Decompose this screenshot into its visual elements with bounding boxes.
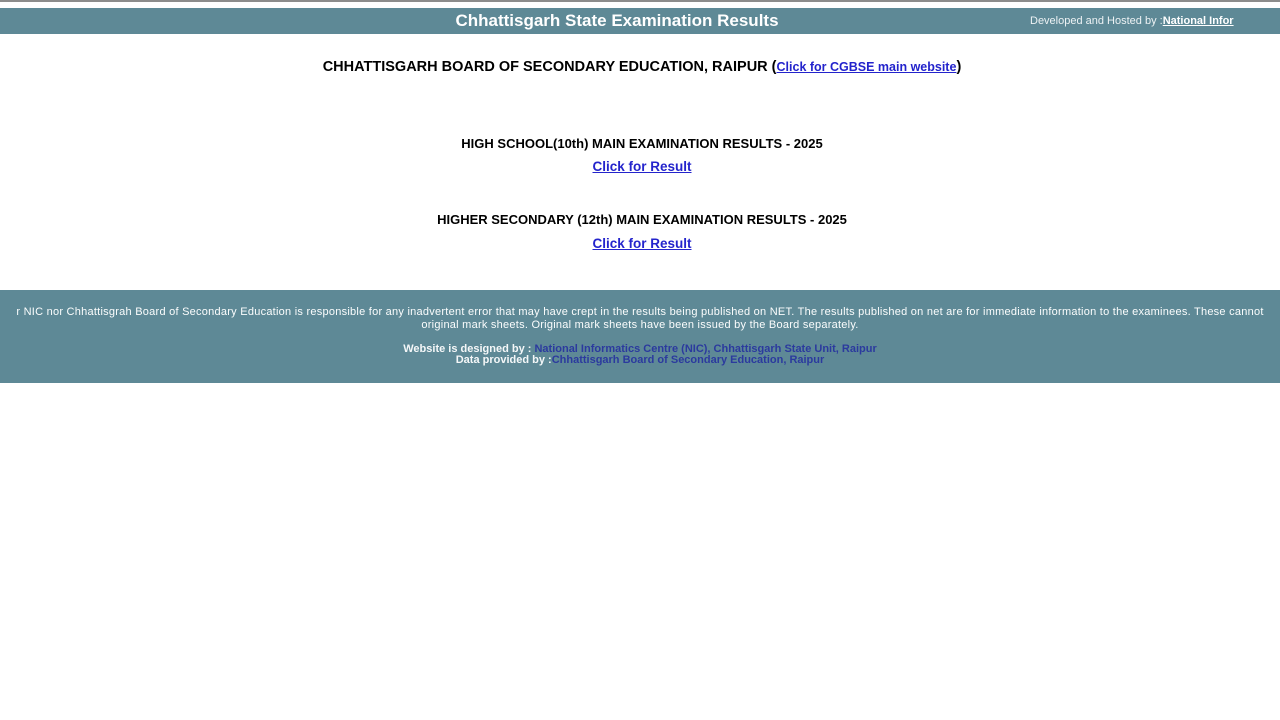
hosted-by-link[interactable]: National Infor [1162,15,1234,27]
hosted-by-label: Developed and Hosted by : [1030,15,1163,27]
data-provided-by-row [0,354,1280,366]
disclaimer-line-1: r NIC nor Chhattisgrah Board of Secondary Education is responsible for any inadvertent error that may have crept in the results being published on NET. The results published on net are for immediate information to the examinees. These cannot [16,306,1264,318]
footer-bar [0,290,1280,383]
higher-secondary-click-for-result-link[interactable]: Click for Result [592,236,692,251]
nic-state-unit-link[interactable]: National Informatics Centre (NIC), Chhattisgarh State Unit, Raipur [534,343,877,355]
designed-by-label: Website is designed by : [403,343,535,355]
board-heading-close-paren: ) [956,59,962,75]
higher-secondary-12th-results-title: HIGHER SECONDARY (12th) MAIN EXAMINATION RESULTS - 2025 [437,212,847,227]
hosted-by-note [1030,8,1234,34]
highschool-result-link-row [2,159,1280,174]
board-heading-text: CHHATTISGARH BOARD OF SECONDARY EDUCATION, RAIPUR ( [322,59,777,75]
top-divider [0,0,1280,2]
cgbse-main-website-link[interactable]: Click for CGBSE main website [776,60,957,74]
cgbse-board-link[interactable]: Chhattisgarh Board of Secondary Education, Raipur [551,354,825,366]
highschool-10th-results-title: HIGH SCHOOL(10th) MAIN EXAMINATION RESULTS - 2025 [461,136,823,151]
data-provided-by-label: Data provided by : [455,354,552,366]
highschool-click-for-result-link[interactable]: Click for Result [592,159,692,174]
header-bar [0,8,1280,34]
page-title: Chhattisgarh State Examination Results [455,11,779,30]
board-heading [2,59,1280,75]
disclaimer-line-2: original mark sheets. Original mark sheets have been issued by the Board separately. [421,319,859,331]
higher-secondary-result-link-row [2,236,1280,251]
